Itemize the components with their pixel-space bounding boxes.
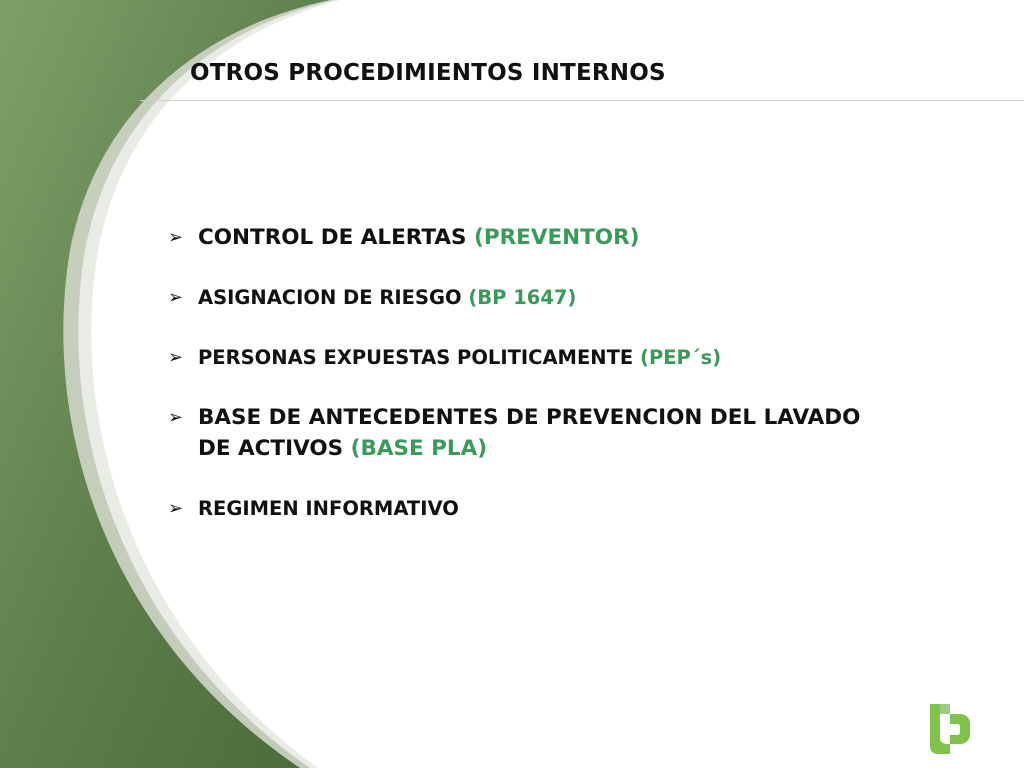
- item-highlight: (PREVENTOR): [474, 225, 640, 250]
- list-item-base-pla: [168, 402, 888, 464]
- brand-logo-icon: [926, 702, 972, 756]
- item-highlight: (BP 1647): [468, 286, 577, 309]
- item-highlight: (BASE PLA): [350, 436, 488, 461]
- list-item-control-alertas: [168, 222, 888, 253]
- procedures-list: [168, 222, 888, 553]
- slide-title: OTROS PROCEDIMIENTOS INTERNOS: [190, 60, 666, 86]
- item-highlight: (PEP´s): [640, 346, 722, 369]
- arrowhead-bullet-icon: ➢: [168, 287, 184, 308]
- item-label: ASIGNACION DE RIESGO: [198, 286, 462, 309]
- title-divider: [140, 100, 1024, 101]
- item-label: PERSONAS EXPUESTAS POLITICAMENTE: [198, 346, 634, 369]
- list-item-asignacion-riesgo: [168, 282, 888, 313]
- arrowhead-bullet-icon: ➢: [168, 407, 184, 428]
- item-label: BASE DE ANTECEDENTES DE PREVENCION DEL LAVADO DE ACTIVOS: [198, 405, 861, 461]
- item-label: CONTROL DE ALERTAS: [198, 225, 467, 250]
- arrowhead-bullet-icon: ➢: [168, 347, 184, 368]
- arrowhead-bullet-icon: ➢: [168, 498, 184, 519]
- arrowhead-bullet-icon: ➢: [168, 227, 184, 248]
- list-item-pep: [168, 342, 888, 373]
- list-item-regimen-informativo: [168, 493, 888, 524]
- item-label: REGIMEN INFORMATIVO: [198, 497, 459, 520]
